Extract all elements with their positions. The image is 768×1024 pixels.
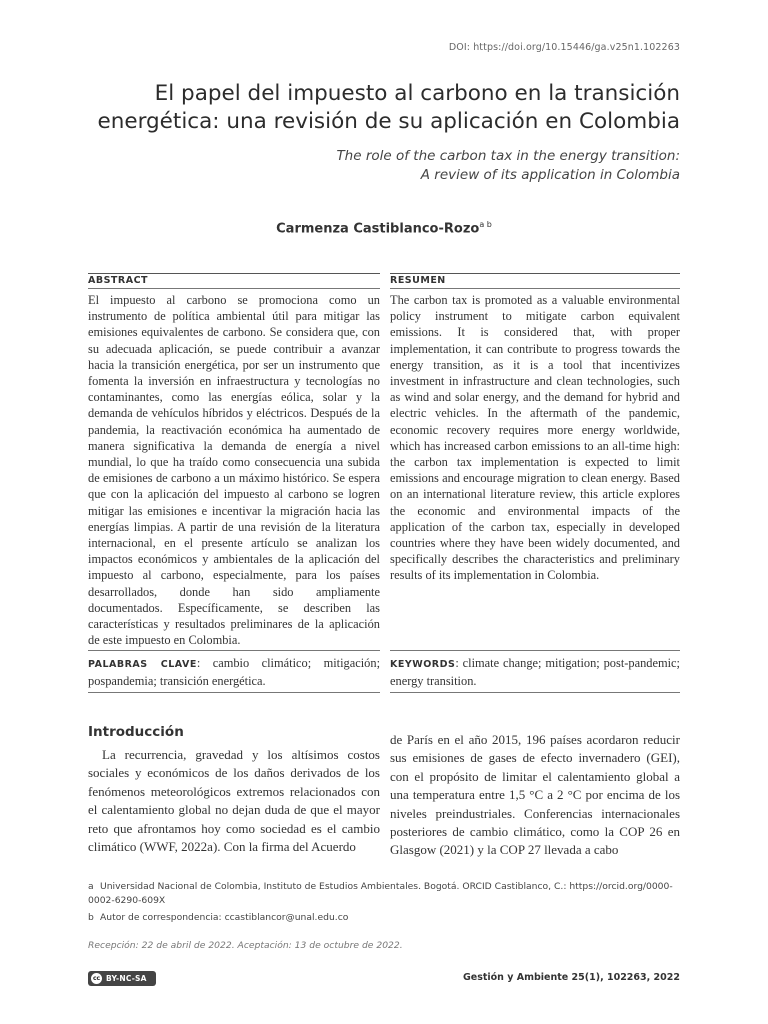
footnote-a (88, 880, 688, 908)
abstract-header: ABSTRACT (88, 273, 380, 289)
resumen-header: RESUMEN (390, 273, 680, 289)
intro-text-right: de París en el año 2015, 196 países acordaron reducir sus emisiones de gases de efecto invernadero (GEI), con el propósito de limitar el calentamiento global a una temperatura entre 1,5 °C a 2 °C por encima de los niveles preindustriales. Conferencias internacionales posteriores de cambio climático, como la COP 26 en Glasgow (2021) y la COP 27 llevada a cabo (390, 732, 680, 858)
footnote-a-label: a (88, 881, 94, 892)
keywords-spanish (88, 650, 380, 689)
author-line (0, 220, 768, 236)
reception-dates: Recepción: 22 de abril de 2022. Aceptación: 13 de octubre de 2022. (88, 940, 403, 951)
footnote-b-label: b (88, 912, 94, 923)
title-english-line-1: The role of the carbon tax in the energy transition: (336, 148, 680, 164)
footnote-b-text: Autor de correspondencia: ccastiblancor@unal.edu.co (100, 912, 349, 923)
cc-icon: cc (92, 975, 101, 982)
section-heading-introduccion: Introducción (88, 724, 184, 740)
footnote-b (88, 911, 688, 925)
keywords-english-label: KEYWORDS (390, 659, 456, 670)
title-english-line-2: A review of its application in Colombia (420, 167, 680, 183)
keywords-divider-left (88, 692, 380, 693)
title-spanish-line-2: energética: una revisión de su aplicación en Colombia (97, 109, 680, 134)
keywords-english (390, 650, 680, 689)
keywords-spanish-text: : cambio climático; mitigación; pospandemia; transición energética. (88, 656, 381, 689)
footnote-a-text: Universidad Nacional de Colombia, Instituto de Estudios Ambientales. Bogotá. ORCID Castiblanco, C.: https://orcid.org/0000-0002-6290-609X (88, 881, 673, 906)
intro-text-left: La recurrencia, gravedad y los altísimos costos sociales y económicos de los daños derivados de los fenómenos meteorológicos extremos relacionados con el calentamiento global no dejan duda de que el mayor reto que afrontamos hoy como sociedad es el cambio climático (WWF, 2022a). Con la firma del Acuerdo (88, 747, 380, 855)
title-english (120, 147, 680, 185)
resumen-text: The carbon tax is promoted as a valuable environmental policy instrument to mitigate carbon equivalent emissions. It is considered that, with proper implementation, it can contribute to progress towards the energy transition, as it is a tool that incentivizes investment in infrastructure and clean technologies, such as wind and solar energy, and the demand for hybrid and electric vehicles. In the aftermath of the pandemic, economic recovery requires more energy worldwide, which has increased carbon emissions to an all-time high: the carbon tax implementation is expected to limit emissions and encourage migration to clean energy. Based on an international literature review, this article explores the economic and environmental impacts of the application of the carbon tax, especially in developed countries where they have been widely documented, and specifically describes the characteristics and preliminary results of its implementation in Colombia. (390, 293, 680, 583)
doi-link[interactable]: DOI: https://doi.org/10.15446/ga.v25n1.102263 (448, 42, 680, 53)
author-affiliation: a b (479, 220, 492, 229)
title-spanish (80, 80, 680, 136)
title-spanish-line-1: El papel del impuesto al carbono en la transición (154, 81, 680, 106)
keywords-spanish-label: PALABRAS CLAVE (88, 659, 197, 670)
keywords-english-text: : climate change; mitigation; post-pandemic; energy transition. (390, 656, 680, 689)
author-name: Carmenza Castiblanco-Rozo (276, 221, 480, 237)
journal-citation: Gestión y Ambiente 25(1), 102263, 2022 (462, 972, 680, 983)
license-text: BY-NC-SA (106, 974, 147, 983)
keywords-divider-right (390, 692, 680, 693)
cc-license-badge[interactable] (88, 971, 156, 986)
abstract-text: El impuesto al carbono se promociona como un instrumento de política ambiental útil para mitigar las emisiones equivalentes de carbono. Se considera que, con su adecuada aplicación, se puede contribuir a avanzar hacia la transición energética, por ser un instrumento que fomenta la inversión en infraestructura y tecnologías no contaminantes, como las energías eólica, solar y la demanda de vehículos híbridos y eléctricos. Después de la pandemia, la reactivación económica ha aumentado de manera significativa la demanda de energía a nivel mundial, lo que ha traído como consecuencia una subida de emisiones de carbono a un máximo histórico. Se espera que con la aplicación del impuesto al carbono se logren mitigar las emisiones e incentivar la migración hacia las energías limpias. A partir de una revisión de la literatura internacional, en el presente artículo se analizan los impactos económicos y ambientales de la aplicación del impuesto al carbono, especialmente, para los países desarrollados, donde han sido ampliamente documentados. Específicamente, se describen las características y resultados preliminares de la aplicación de este impuesto en Colombia. (88, 293, 380, 648)
